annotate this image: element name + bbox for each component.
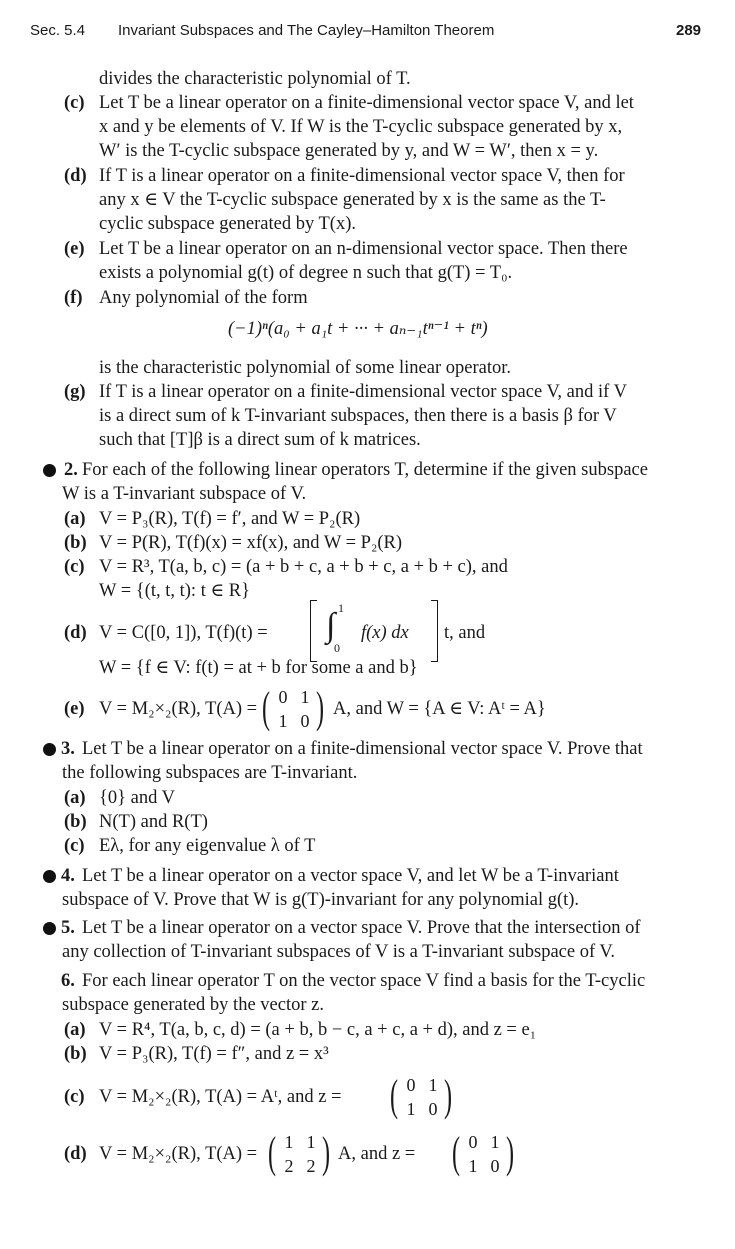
matrix-cell: 1 <box>278 711 288 731</box>
bullet-dot <box>43 922 56 935</box>
exercise-number: 4. <box>61 866 75 886</box>
exercise-number: 6. <box>61 971 75 991</box>
matrix-cell: 0 <box>468 1132 478 1152</box>
text-line: W = {f ∈ V: f(t) = at + b for some a and b} <box>99 658 418 678</box>
item-label: (d) <box>64 166 87 186</box>
matrix-cell: 1 <box>284 1132 294 1152</box>
matrix-cell: 1 <box>428 1075 438 1095</box>
text-line: If T is a linear operator on a finite-dimensional vector space V, then for <box>99 166 625 186</box>
text-line: If T is a linear operator on a finite-dimensional vector space V, and if V <box>99 382 627 402</box>
matrix-cell: 0 <box>300 711 310 731</box>
text-line: Any polynomial of the form <box>99 288 308 308</box>
matrix-cell: 0 <box>428 1099 438 1119</box>
matrix-cell: 0 <box>490 1156 500 1176</box>
item-label: (b) <box>64 812 87 832</box>
text-line: x and y be elements of V. If W is the T-cyclic subspace generated by x, <box>99 117 623 137</box>
item-label: (d) <box>64 1144 87 1164</box>
text-line: V = R⁴, T(a, b, c, d) = (a + b, b − c, a + c, a + d), and z = e₁ <box>99 1020 537 1040</box>
text-line: Eλ, for any eigenvalue λ of T <box>99 836 316 856</box>
text-line: V = M₂×₂(R), T(A) = <box>99 699 258 719</box>
matrix-cell: 2 <box>306 1156 316 1176</box>
exercise-number: 5. <box>61 918 75 938</box>
item-label: (c) <box>64 93 85 113</box>
item-label: (c) <box>64 1087 85 1107</box>
formula-line: (−1)ⁿ(a₀ + a₁t + ··· + aₙ₋₁tⁿ⁻¹ + tⁿ) <box>228 319 488 339</box>
text-line: Let T be a linear operator on a finite-dimensional vector space V, and let <box>99 93 634 113</box>
page-number: 289 <box>676 22 702 39</box>
text-line: W′ is the T-cyclic subspace generated by y, and W = W′, then x = y. <box>99 141 599 161</box>
item-label: (g) <box>64 382 86 402</box>
text-line: N(T) and R(T) <box>99 812 208 832</box>
bullet-dot <box>43 870 56 883</box>
text-line: is a direct sum of k T-invariant subspaces, then there is a basis β for V <box>99 406 617 426</box>
text-line: Let T be a linear operator on a finite-dimensional vector space V. Prove that <box>82 739 643 759</box>
text-line: V = M₂×₂(R), T(A) = <box>99 1144 258 1164</box>
text-line: divides the characteristic polynomial of T. <box>99 69 411 89</box>
bullet-dot <box>43 464 56 477</box>
item-label: (a) <box>64 788 86 808</box>
matrix-cell: 1 <box>490 1132 500 1152</box>
text-line: t, and <box>444 623 486 643</box>
text-line: For each linear operator T on the vector space V find a basis for the T-cyclic <box>82 971 646 991</box>
text-line: subspace of V. Prove that W is g(T)-invariant for any polynomial g(t). <box>62 890 580 910</box>
item-label: (d) <box>64 623 87 643</box>
text-line: For each of the following linear operators T, determine if the given subspace <box>82 460 648 480</box>
running-title: Invariant Subspaces and The Cayley–Hamilton Theorem <box>118 22 495 39</box>
exercise-number: 3. <box>61 739 75 759</box>
item-label: (e) <box>64 239 85 259</box>
matrix-cell: 1 <box>468 1156 478 1176</box>
matrix-cell: 0 <box>278 687 288 707</box>
text-line: Let T be a linear operator on a vector space V. Prove that the intersection of <box>82 918 641 938</box>
upper-limit: 1 <box>338 601 344 615</box>
right-bracket <box>431 600 438 662</box>
text-line: such that [T]β is a direct sum of k matrices. <box>99 430 421 450</box>
text-line: the following subspaces are T-invariant. <box>62 763 358 783</box>
item-label: (f) <box>64 288 83 308</box>
section-label: Sec. 5.4 <box>30 22 86 39</box>
text-line: V = P₃(R), T(f) = f″, and z = x³ <box>99 1044 329 1064</box>
text-line: A, and z = <box>338 1144 416 1164</box>
text-line: W = {(t, t, t): t ∈ R} <box>99 581 250 601</box>
matrix-cell: 1 <box>300 687 310 707</box>
item-label: (c) <box>64 557 85 577</box>
item-label: (c) <box>64 836 85 856</box>
item-label: (e) <box>64 699 85 719</box>
text-line: V = R³, T(a, b, c) = (a + b + c, a + b + c, a + b + c), and <box>99 557 508 577</box>
item-label: (a) <box>64 509 86 529</box>
text-line: V = P(R), T(f)(x) = xf(x), and W = P₂(R) <box>99 533 403 553</box>
matrix-cell: 0 <box>406 1075 416 1095</box>
text-line: exists a polynomial g(t) of degree n such that g(T) = T₀. <box>99 263 513 283</box>
matrix-cell: 2 <box>284 1156 294 1176</box>
text-line: any collection of T-invariant subspaces of V is a T-invariant subspace of V. <box>62 942 616 962</box>
text-line: {0} and V <box>99 788 175 808</box>
item-label: (b) <box>64 533 87 553</box>
bullet-dot <box>43 743 56 756</box>
exercise-number: 2. <box>64 460 78 480</box>
item-label: (a) <box>64 1020 86 1040</box>
matrix-cell: 1 <box>406 1099 416 1119</box>
matrix-cell: 1 <box>306 1132 316 1152</box>
text-line: cyclic subspace generated by T(x). <box>99 214 357 234</box>
left-bracket <box>310 600 317 662</box>
text-line: A, and W = {A ∈ V: Aᵗ = A} <box>333 699 546 719</box>
text-line: is the characteristic polynomial of some linear operator. <box>99 358 511 378</box>
text-line: V = P₃(R), T(f) = f′, and W = P₂(R) <box>99 509 361 529</box>
text-line: subspace generated by the vector z. <box>62 995 324 1015</box>
text-line: Let T be a linear operator on a vector space V, and let W be a T-invariant <box>82 866 619 886</box>
integrand: f(x) dx <box>361 623 409 643</box>
lower-limit: 0 <box>334 641 340 655</box>
text-line: V = C([0, 1]), T(f)(t) = <box>99 623 268 643</box>
text-line: any x ∈ V the T-cyclic subspace generated by x is the same as the T- <box>99 190 606 210</box>
item-label: (b) <box>64 1044 87 1064</box>
integral-sign: ∫ <box>326 607 336 644</box>
text-line: Let T be a linear operator on an n-dimensional vector space. Then there <box>99 239 628 259</box>
text-line: V = M₂×₂(R), T(A) = Aᵗ, and z = <box>99 1087 342 1107</box>
text-line: W is a T-invariant subspace of V. <box>62 484 307 504</box>
